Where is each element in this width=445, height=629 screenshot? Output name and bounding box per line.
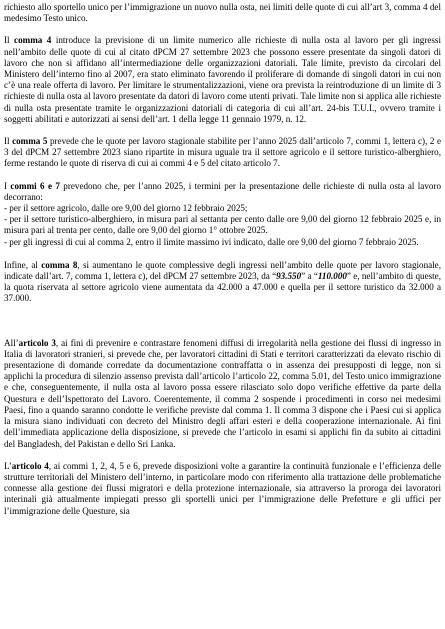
paragraph-comma-4 bbox=[4, 35, 441, 125]
paragraph-text: richiesto allo sportello unico per l’immigrazione un nuovo nulla osta, nei limiti delle quote di cui all’art 3, comma 4 del medesimo Testo unico. bbox=[4, 2, 441, 24]
paragraph-text: , ai commi 1, 2, 4, 5 e 6, prevede disposizioni volte a garantire la continuità funzionale e l’efficienza delle strutture territoriali del Ministero dell’interno, in particolare modo con riferimento alla trattazione delle problematiche connesse alla gestione dei flussi migratori e della protezione internazionale, sia attraverso la proroga dei lavoratori interinali già attualmente impiegati presso gli sportelli unici per l’immigrazione delle Prefetture e gli uffici per l’immigrazione delle Questure, sia bbox=[4, 460, 441, 516]
paragraph-text: L’ bbox=[4, 460, 12, 471]
paragraph-comma-8 bbox=[4, 260, 441, 305]
quota-old-value: 93.550 bbox=[276, 271, 302, 282]
paragraph-text: ” a “ bbox=[301, 271, 318, 282]
paragraph-text: All’ bbox=[4, 337, 19, 348]
bold-reference: comma 4 bbox=[14, 35, 52, 46]
bold-reference: commi 6 e 7 bbox=[10, 180, 60, 191]
paragraph-articolo-4 bbox=[4, 461, 441, 517]
list-item: - per gli ingressi di cui al comma 2, entro il limite massimo ivi indicato, dalle ore 9,00 del giorno 7 febbraio 2025. bbox=[4, 236, 419, 247]
paragraph-text: Il bbox=[4, 136, 13, 147]
paragraph-intro bbox=[4, 2, 441, 24]
list-item: - per il settore turistico-alberghiero, in misura pari al settanta per cento dalle ore 9,00 del giorno 12 febbraio 2025 e, in misura pari al trenta per cento, dalle ore 9,00 del giorno 1° ottobre 2025. bbox=[4, 214, 441, 236]
paragraph-text: Infine, al bbox=[4, 259, 42, 270]
paragraph-text: , ai fini di prevenire e contrastare fenomeni diffusi di irregolarità nella gestione dei flussi di ingresso in Italia di lavoratori stranieri, si prevede che, per lavoratori cittadini di Stati e territori caratterizzati da elevato rischio di presentazione di domande corredate da documentazione contraffatta o in assenza dei presupposti di legge, non si applichi la procedura di silenzio assenso prevista dall’articolo l’articolo 22, comma 5.01, del Testo unico immigrazione e che, conseguentemente, il nulla osta al lavoro possa essere rilasciato solo dopo verifiche effettive da parte della Questura e dell’Ispettorato del Lavoro. Coerentemente, il comma 2 sospende i procedimenti in corso nei medesimi Paesi, fino a quando saranno condotte le verifiche previste dal comma 1. Il comma 3 dispone che i Paesi cui si applica la misura siano individuati con decreto del Ministro degli affari esteri e della cooperazione internazionale. Ai fini dell’immediata applicazione della disposizione, si prevede che l’articolo in esami si applichi fin da subito ai cittadini del Bangladesh, del Pakistan e dello Sri Lanka. bbox=[4, 337, 441, 449]
bold-reference: articolo 3 bbox=[18, 337, 56, 348]
paragraph-text: prevedono che, per l’anno 2025, i termini per la presentazione delle richieste di nulla osta al lavoro decorrano: bbox=[4, 180, 441, 202]
paragraph-commi-6-7 bbox=[4, 181, 441, 203]
bold-reference: articolo 4 bbox=[11, 460, 49, 471]
list-item: - per il settore agricolo, dalle ore 9,00 del giorno 12 febbraio 2025; bbox=[4, 203, 248, 214]
quota-new-value: 110.000 bbox=[317, 271, 347, 282]
paragraph-text: I bbox=[4, 180, 11, 191]
bold-reference: comma 5 bbox=[12, 136, 48, 147]
paragraph-text: ” e, nell’ambito di queste, la quota riservata al settore agricolo viene aumentata da 42.000 a 47.000 e quella per il settore turistico da 32.000 a 37.000. bbox=[4, 271, 441, 304]
paragraph-text: prevede che le quote per lavoro stagionale stabilite per l’anno 2025 dall’articolo 7, commi 1, lettera c), 2 e 3 del dPCM 27 settembre 2023 siano ripartite in misura uguale tra il settore agricolo e il settore turistico-alberghiero, ferme restando le quote di riserva di cui ai commi 4 e 5 del citato articolo 7. bbox=[4, 136, 441, 169]
bold-reference: comma 8 bbox=[41, 259, 78, 270]
paragraph-comma-5 bbox=[4, 136, 441, 170]
paragraph-text: , si aumentano le quote complessive degli ingressi nell’ambito delle quote per lavoro stagionale, indicate dall’art. 7, comma 1, lettera c), del dPCM 27 settembre 2023, da “ bbox=[4, 259, 441, 282]
paragraph-text: Il bbox=[4, 35, 15, 46]
paragraph-text: introduce la previsione di un limite numerico alle richieste di nulla osta al lavoro per gli ingressi nell’ambito delle quote di cui al citato dPCM 27 settembre 2023 che possono essere presentate da singoli datori di lavoro che non si affidano all’intermediazione delle organizzazioni datoriali. Tale limite, previsto da circolari del Ministero dell’interno fino al 2007, era stato eliminato favorendo il proliferare di domande di singoli datori in cui non c’è una reale offerta di lavoro. Per limitare le strumentalizzazioni, viene ora prevista la reintroduzione di un limite di 3 richieste di nulla osta al lavoro presentate da datori di lavoro come utenti privati. Tale limite non si applica alle richieste di nulla osta presentate tramite le organizzazioni datoriali di categoria di cui all’art. 24-bis T.U.I., ovvero tramite i soggetti abilitati e autorizzati ai sensi dell’art. 1 della legge 11 gennaio 1979, n. 12. bbox=[4, 35, 441, 124]
paragraph-articolo-3 bbox=[4, 338, 441, 450]
